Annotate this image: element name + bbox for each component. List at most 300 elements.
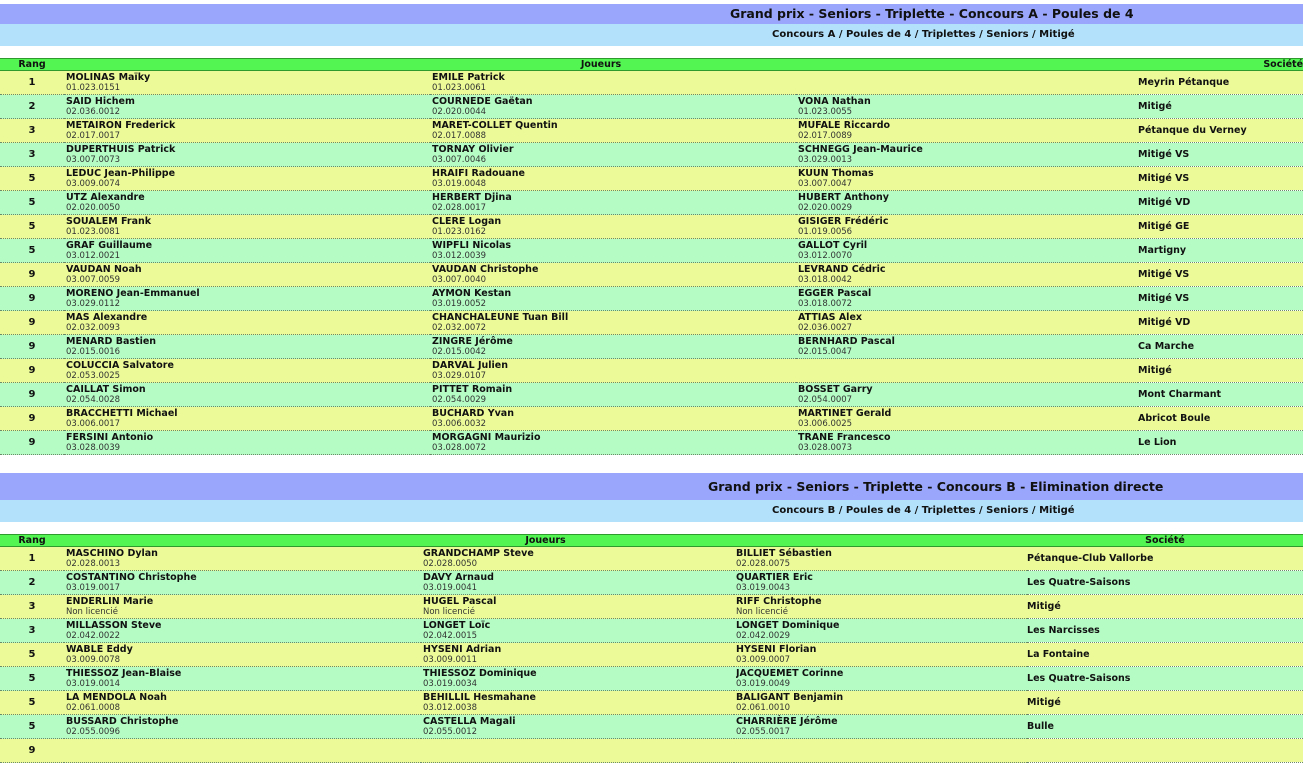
club-cell: Meyrin Pétanque (1138, 71, 1303, 95)
player-name: ATTIAS Alex (798, 312, 863, 323)
table-row (0, 715, 1303, 739)
header-players: Joueurs (64, 535, 1027, 547)
player-licence: 02.053.0025 (66, 371, 121, 381)
section-b-subtitle: Concours B / Poules de 4 / Triplettes / Seniors / Mitigé (772, 505, 1075, 516)
player-name: AYMON Kestan (432, 288, 512, 299)
player-licence: 02.061.0008 (66, 703, 121, 713)
player-name: DAVY Arnaud (423, 572, 494, 583)
table-header (0, 535, 1303, 547)
player-cell (421, 643, 734, 667)
player-licence: Non licencié (423, 607, 475, 617)
player-name: COSTANTINO Christophe (66, 572, 197, 583)
player-name: COURNEDE Gaëtan (432, 96, 533, 107)
player-cell (64, 71, 430, 95)
club-cell: Les Quatre-Saisons (1027, 571, 1303, 595)
club-cell: Martigny (1138, 239, 1303, 263)
player-licence: 02.017.0088 (432, 131, 487, 141)
player-cell (796, 287, 1138, 311)
player-licence: 03.009.0011 (423, 655, 478, 665)
player-licence: 03.009.0007 (736, 655, 791, 665)
club-cell: Abricot Boule (1138, 407, 1303, 431)
player-name: HRAIFI Radouane (432, 168, 525, 179)
player-name: PITTET Romain (432, 384, 513, 395)
player-cell (734, 547, 1027, 571)
rank-cell: 9 (0, 359, 64, 383)
player-licence: 02.042.0015 (423, 631, 478, 641)
club-cell: Mitigé (1138, 359, 1303, 383)
player-cell (430, 191, 796, 215)
player-licence: 01.023.0081 (66, 227, 121, 237)
player-cell (796, 263, 1138, 287)
player-name: BERNHARD Pascal (798, 336, 895, 347)
player-licence: 03.019.0049 (736, 679, 791, 689)
player-licence: 03.012.0038 (423, 703, 478, 713)
rank-cell: 9 (0, 407, 64, 431)
player-licence: 02.042.0029 (736, 631, 791, 641)
player-cell (734, 715, 1027, 739)
player-cell (64, 215, 430, 239)
club-cell: Mitigé VD (1138, 311, 1303, 335)
player-name: TRANE Francesco (798, 432, 891, 443)
player-name: MORENO Jean-Emmanuel (66, 288, 200, 299)
club-cell: Bulle (1027, 715, 1303, 739)
player-licence: 02.036.0012 (66, 107, 121, 117)
player-licence: 02.054.0007 (798, 395, 853, 405)
rank-cell: 5 (0, 643, 64, 667)
player-cell (796, 215, 1138, 239)
player-cell (796, 239, 1138, 263)
player-cell (430, 407, 796, 431)
header-players: Joueurs (64, 59, 1138, 71)
player-name: VAUDAN Noah (66, 264, 142, 275)
player-cell (796, 359, 1138, 383)
table-row (0, 431, 1303, 455)
rank-cell: 2 (0, 571, 64, 595)
player-name: SCHNEGG Jean-Maurice (798, 144, 923, 155)
player-name: GALLOT Cyril (798, 240, 868, 251)
player-cell (430, 359, 796, 383)
player-licence: 03.006.0032 (432, 419, 487, 429)
player-licence: 03.007.0059 (66, 275, 121, 285)
player-name: TORNAY Olivier (432, 144, 514, 155)
table-row (0, 571, 1303, 595)
player-cell (430, 383, 796, 407)
player-cell (64, 547, 421, 571)
player-name: CLERE Logan (432, 216, 502, 227)
player-name: LONGET Dominique (736, 620, 840, 631)
player-cell (64, 359, 430, 383)
rank-cell: 9 (0, 383, 64, 407)
player-cell (430, 95, 796, 119)
player-name: BILLIET Sébastien (736, 548, 832, 559)
player-licence: 03.012.0039 (432, 251, 487, 261)
player-cell (796, 119, 1138, 143)
player-cell (64, 287, 430, 311)
player-name: LONGET Loïc (423, 620, 491, 631)
player-licence: 03.019.0052 (432, 299, 487, 309)
rank-cell: 3 (0, 595, 64, 619)
table-row (0, 167, 1303, 191)
player-licence: 03.007.0040 (432, 275, 487, 285)
player-licence: 02.015.0047 (798, 347, 853, 357)
club-cell: Les Narcisses (1027, 619, 1303, 643)
table-row (0, 667, 1303, 691)
rank-cell: 3 (0, 119, 64, 143)
player-licence: 02.036.0027 (798, 323, 853, 333)
player-cell (421, 667, 734, 691)
club-cell: Mitigé VS (1138, 287, 1303, 311)
rank-cell: 5 (0, 667, 64, 691)
player-cell (64, 119, 430, 143)
player-licence: 02.017.0017 (66, 131, 121, 141)
player-cell (421, 619, 734, 643)
player-name (66, 739, 421, 740)
player-licence: 02.020.0044 (432, 107, 487, 117)
player-cell (421, 715, 734, 739)
player-cell (64, 191, 430, 215)
table-row (0, 215, 1303, 239)
player-licence: 03.007.0046 (432, 155, 487, 165)
player-name: WIPFLI Nicolas (432, 240, 512, 251)
table-row (0, 191, 1303, 215)
header-rank: Rang (0, 59, 64, 71)
player-cell (430, 311, 796, 335)
player-licence: 02.032.0072 (432, 323, 487, 333)
player-cell (64, 431, 430, 455)
table-row (0, 383, 1303, 407)
player-cell (430, 71, 796, 95)
table-row (0, 619, 1303, 643)
player-name: VONA Nathan (798, 96, 871, 107)
table-row (0, 691, 1303, 715)
table-row (0, 95, 1303, 119)
player-licence: 03.019.0017 (66, 583, 121, 593)
table-row (0, 739, 1303, 763)
player-licence: 02.028.0013 (66, 559, 121, 569)
player-licence: 02.032.0093 (66, 323, 121, 333)
player-licence: 03.019.0043 (736, 583, 791, 593)
player-name (423, 739, 734, 740)
player-licence: 03.006.0025 (798, 419, 853, 429)
player-cell (64, 619, 421, 643)
player-name: GRAF Guillaume (66, 240, 153, 251)
club-cell: Mitigé (1138, 95, 1303, 119)
player-cell (796, 311, 1138, 335)
player-licence: 03.018.0042 (798, 275, 853, 285)
player-cell (796, 95, 1138, 119)
player-name: MARET-COLLET Quentin (432, 120, 558, 131)
club-cell: Mitigé VS (1138, 167, 1303, 191)
rank-cell: 5 (0, 215, 64, 239)
player-licence: 03.019.0048 (432, 179, 487, 189)
section-b-subtitle-bar (0, 500, 1303, 522)
section-a-title-bar (0, 4, 1303, 24)
player-cell (64, 383, 430, 407)
table-row (0, 71, 1303, 95)
rank-cell: 5 (0, 239, 64, 263)
player-cell (64, 95, 430, 119)
player-name: MAS Alexandre (66, 312, 148, 323)
player-licence: 02.015.0016 (66, 347, 121, 357)
header-rank: Rang (0, 535, 64, 547)
player-name: SOUALEM Frank (66, 216, 152, 227)
player-licence: 02.020.0050 (66, 203, 121, 213)
player-licence: Non licencié (736, 607, 788, 617)
table-row (0, 359, 1303, 383)
player-name: BALIGANT Benjamin (736, 692, 844, 703)
rank-cell: 3 (0, 619, 64, 643)
player-cell (734, 595, 1027, 619)
player-name: COLUCCIA Salvatore (66, 360, 174, 371)
player-licence: 02.055.0096 (66, 727, 121, 737)
player-name: MARTINET Gerald (798, 408, 892, 419)
player-name: RIFF Christophe (736, 596, 822, 607)
player-licence: 03.012.0070 (798, 251, 853, 261)
player-name: DUPERTHUIS Patrick (66, 144, 176, 155)
player-name: ZINGRE Jérôme (432, 336, 513, 347)
rank-cell: 5 (0, 715, 64, 739)
player-cell (64, 167, 430, 191)
section-b-title-bar (0, 473, 1303, 500)
player-name: BEHILLIL Hesmahane (423, 692, 536, 703)
player-cell (430, 287, 796, 311)
rank-cell: 9 (0, 287, 64, 311)
player-licence: 02.042.0022 (66, 631, 121, 641)
player-licence: Non licencié (66, 607, 118, 617)
player-name: EGGER Pascal (798, 288, 872, 299)
player-licence: 03.028.0073 (798, 443, 853, 453)
player-name: HUBERT Anthony (798, 192, 889, 203)
player-cell (734, 643, 1027, 667)
player-licence: 03.009.0074 (66, 179, 121, 189)
player-cell (430, 167, 796, 191)
club-cell: Mitigé GE (1138, 215, 1303, 239)
player-licence: 03.018.0072 (798, 299, 853, 309)
player-licence: 02.055.0017 (736, 727, 791, 737)
player-cell (796, 383, 1138, 407)
table-row (0, 263, 1303, 287)
header-club: Société (1138, 59, 1303, 71)
results-table-b (0, 534, 1303, 763)
rank-cell: 3 (0, 143, 64, 167)
player-cell (796, 335, 1138, 359)
player-cell (64, 335, 430, 359)
player-licence: 02.020.0029 (798, 203, 853, 213)
player-cell (64, 407, 430, 431)
results-section-b (0, 473, 1303, 763)
player-cell (796, 191, 1138, 215)
player-name: JACQUEMET Corinne (736, 668, 844, 679)
club-cell: Mitigé (1027, 691, 1303, 715)
player-cell (430, 335, 796, 359)
player-name: SAID Hichem (66, 96, 135, 107)
player-cell (734, 619, 1027, 643)
rank-cell: 5 (0, 191, 64, 215)
player-cell (430, 119, 796, 143)
player-licence: 03.007.0047 (798, 179, 853, 189)
player-cell (796, 431, 1138, 455)
player-licence: 01.023.0061 (432, 83, 487, 93)
player-name: UTZ Alexandre (66, 192, 145, 203)
player-licence: 03.029.0107 (432, 371, 487, 381)
player-licence: 02.028.0075 (736, 559, 791, 569)
club-cell: La Fontaine (1027, 643, 1303, 667)
player-cell (64, 595, 421, 619)
player-name: LEVRAND Cédric (798, 264, 886, 275)
player-name: KUUN Thomas (798, 168, 874, 179)
player-cell (64, 571, 421, 595)
player-cell (734, 739, 1027, 763)
club-cell: Mont Charmant (1138, 383, 1303, 407)
player-name (798, 359, 1138, 360)
player-cell (796, 407, 1138, 431)
player-name: BUCHARD Yvan (432, 408, 514, 419)
player-name: LEDUC Jean-Philippe (66, 168, 176, 179)
player-cell (421, 595, 734, 619)
player-licence: 02.054.0028 (66, 395, 121, 405)
player-licence: 01.023.0055 (798, 107, 853, 117)
club-cell (1027, 739, 1303, 763)
player-cell (430, 143, 796, 167)
player-cell (734, 691, 1027, 715)
player-cell (734, 667, 1027, 691)
player-licence: 02.028.0050 (423, 559, 478, 569)
player-name: HYSENI Florian (736, 644, 817, 655)
rank-cell: 1 (0, 71, 64, 95)
player-name: MILLASSON Steve (66, 620, 162, 631)
player-name: CAILLAT Simon (66, 384, 146, 395)
player-name: CASTELLA Magali (423, 716, 516, 727)
player-name: MUFALE Riccardo (798, 120, 891, 131)
rank-cell: 5 (0, 691, 64, 715)
rank-cell: 9 (0, 431, 64, 455)
rank-cell: 9 (0, 263, 64, 287)
player-licence: 03.029.0112 (66, 299, 121, 309)
rank-cell: 1 (0, 547, 64, 571)
player-name: HERBERT Djina (432, 192, 512, 203)
player-cell (64, 739, 421, 763)
player-name: MENARD Bastien (66, 336, 157, 347)
player-cell (421, 547, 734, 571)
table-row (0, 119, 1303, 143)
player-cell (64, 311, 430, 335)
player-licence: 03.019.0014 (66, 679, 121, 689)
player-name: GISIGER Frédéric (798, 216, 889, 227)
player-cell (64, 263, 430, 287)
rank-cell: 9 (0, 311, 64, 335)
player-cell (64, 143, 430, 167)
player-name: GRANDCHAMP Steve (423, 548, 534, 559)
player-name (736, 739, 1027, 740)
player-licence: 03.009.0078 (66, 655, 121, 665)
table-row (0, 311, 1303, 335)
player-cell (421, 571, 734, 595)
player-name: VAUDAN Christophe (432, 264, 539, 275)
player-licence: 02.061.0010 (736, 703, 791, 713)
table-header (0, 59, 1303, 71)
rank-cell: 2 (0, 95, 64, 119)
player-cell (430, 263, 796, 287)
table-row (0, 143, 1303, 167)
player-licence: 03.006.0017 (66, 419, 121, 429)
player-licence: 01.019.0056 (798, 227, 853, 237)
club-cell: Pétanque du Verney (1138, 119, 1303, 143)
club-cell: Le Lion (1138, 431, 1303, 455)
player-cell (430, 239, 796, 263)
player-licence: 03.029.0013 (798, 155, 853, 165)
table-row (0, 595, 1303, 619)
table-row (0, 547, 1303, 571)
player-licence: 03.028.0039 (66, 443, 121, 453)
table-row (0, 287, 1303, 311)
player-name: QUARTIER Eric (736, 572, 813, 583)
player-cell (430, 215, 796, 239)
player-licence: 02.028.0017 (432, 203, 487, 213)
player-name: CHANCHALEUNE Tuan Bill (432, 312, 569, 323)
rank-cell: 9 (0, 335, 64, 359)
player-cell (796, 71, 1138, 95)
section-a-subtitle: Concours A / Poules de 4 / Triplettes / Seniors / Mitigé (772, 29, 1075, 40)
player-cell (421, 691, 734, 715)
player-licence: 03.019.0034 (423, 679, 478, 689)
player-cell (64, 715, 421, 739)
player-name: HUGEL Pascal (423, 596, 497, 607)
player-licence: 03.019.0041 (423, 583, 478, 593)
player-name: HYSENI Adrian (423, 644, 502, 655)
club-cell: Mitigé VD (1138, 191, 1303, 215)
club-cell: Les Quatre-Saisons (1027, 667, 1303, 691)
player-name: DARVAL Julien (432, 360, 508, 371)
table-row (0, 643, 1303, 667)
player-cell (734, 571, 1027, 595)
table-row (0, 335, 1303, 359)
player-licence: 03.012.0021 (66, 251, 121, 261)
rank-cell: 9 (0, 739, 64, 763)
player-name: MORGAGNI Maurizio (432, 432, 541, 443)
header-club: Société (1027, 535, 1303, 547)
results-table-a (0, 58, 1303, 455)
player-cell (64, 667, 421, 691)
player-name: CHARRIÈRE Jérôme (736, 716, 838, 727)
player-cell (796, 143, 1138, 167)
player-name: ENDERLIN Marie (66, 596, 154, 607)
player-name: THIESSOZ Jean-Blaise (66, 668, 182, 679)
player-cell (64, 643, 421, 667)
player-name: MOLINAS Maïky (66, 72, 151, 83)
club-cell: Mitigé VS (1138, 263, 1303, 287)
player-name (798, 71, 1138, 72)
club-cell: Mitigé (1027, 595, 1303, 619)
player-licence: 02.055.0012 (423, 727, 478, 737)
player-licence: 02.015.0042 (432, 347, 487, 357)
player-name: BOSSET Garry (798, 384, 873, 395)
rank-cell: 5 (0, 167, 64, 191)
player-cell (421, 739, 734, 763)
club-cell: Pétanque-Club Vallorbe (1027, 547, 1303, 571)
player-cell (64, 691, 421, 715)
player-name: FERSINI Antonio (66, 432, 154, 443)
player-name: BRACCHETTI Michael (66, 408, 178, 419)
player-cell (430, 431, 796, 455)
player-licence: 03.007.0073 (66, 155, 121, 165)
player-name: BUSSARD Christophe (66, 716, 179, 727)
section-a-title: Grand prix - Seniors - Triplette - Concours A - Poules de 4 (730, 6, 1134, 21)
player-licence: 01.023.0162 (432, 227, 487, 237)
table-row (0, 407, 1303, 431)
player-name: METAIRON Frederick (66, 120, 176, 131)
club-cell: Mitigé VS (1138, 143, 1303, 167)
player-licence: 02.017.0089 (798, 131, 853, 141)
